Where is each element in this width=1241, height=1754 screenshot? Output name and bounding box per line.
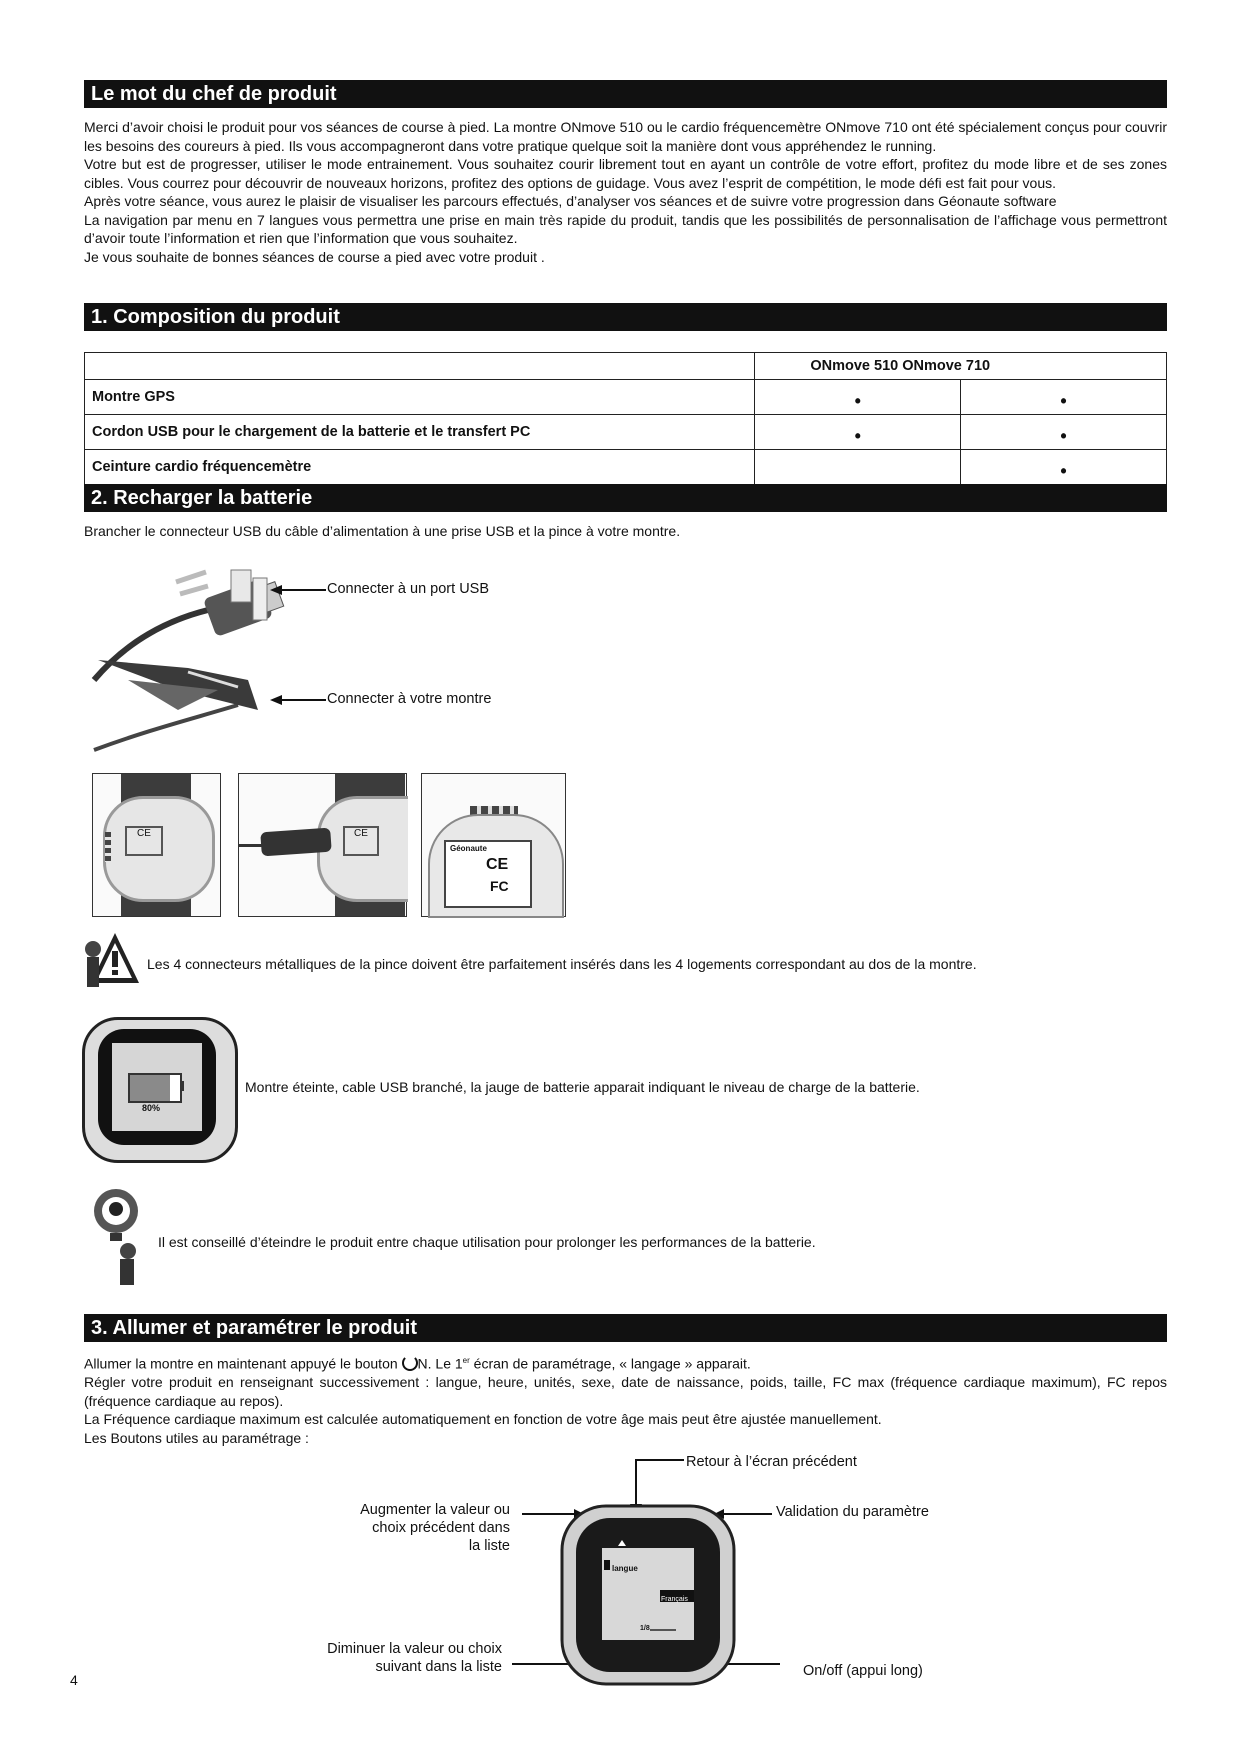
setup-paragraph: Régler votre produit en renseignant successivement : langue, heure, unités, sexe, date de naissance, poids, taille, FC max (fréquence cardiaque maximum), FC repos (fréquence cardiaque au repos). [84,1374,1167,1409]
callout-increase [300,1501,510,1555]
table-cell-label: Ceinture cardio fréquencemètre [85,450,755,485]
setup-line-text: écran de paramétrage, « langage » apparait. [469,1355,751,1372]
watch-sticker-photo [421,773,566,917]
callout-line: Augmenter la valeur ou [360,1502,510,1518]
table-cell [85,353,755,380]
arrow-icon [270,694,330,706]
section-heading-intro: Le mot du chef de produit [84,80,1167,108]
table-cell-label: Cordon USB pour le chargement de la batterie et le transfert PC [85,415,755,450]
callout-decrease [290,1640,502,1676]
table-cell-dot: • [755,380,961,415]
callout-line: choix précédent dans [372,1520,510,1536]
setup-paragraph: Les Boutons utiles au paramétrage : [84,1429,309,1446]
sticker-brand: Géonaute [450,844,487,853]
callout-line: la liste [468,1538,510,1554]
warning-text: Les 4 connecteurs métalliques de la pince doivent être parfaitement insérés dans les 4 logements correspondant au dos de la montre. [147,956,977,972]
table-cell-dot: • [961,450,1167,485]
intro-paragraph: Merci d’avoir choisi le produit pour vos séances de course à pied. La montre ONmove 510 ou le cardio fréquencemètre ONmove 710 ont été spécialement conçus pour couvrir les besoins des coureurs à pied. Ils vous accompagneront dans votre pratique quelque soit la manière dont vous appréhendez le running. [84,119,1167,154]
callout-back: Retour à l’écran précédent [686,1454,857,1470]
label-watch-connect: Connecter à votre montre [327,691,492,707]
table-cell-dot: • [961,380,1167,415]
table-header-models: ONmove 510 ONmove 710 [755,353,1167,380]
watch-clip-photo [238,773,407,917]
warning-icon [83,931,139,989]
watch-buttons-diagram [510,1450,780,1690]
lightbulb-tip-icon [88,1187,146,1287]
callout-validate: Validation du paramètre [776,1504,929,1520]
intro-paragraph: Après votre séance, vous aurez le plaisir de visualiser les parcours effectués, d’analyser vos séances et de suivre votre progression dans Géonaute software [84,193,1057,209]
battery-gauge-text: Montre éteinte, cable USB branché, la jauge de batterie apparait indiquant le niveau de charge de la batterie. [245,1079,920,1095]
callout-onoff: On/off (appui long) [803,1663,923,1679]
screen-page: 1/8 [640,1625,650,1632]
table-header-row [85,353,1167,380]
intro-paragraph: Je vous souhaite de bonnes séances de course a pied avec votre produit . [84,248,545,265]
ce-mark: CE [486,856,509,873]
label-usb-port: Connecter à un port USB [327,581,490,597]
setup-line [84,1352,1167,1373]
ce-mark: CE [343,826,379,856]
table-cell-dot: • [755,415,961,450]
watch-back-photo [92,773,221,917]
battery-percent: 80% [142,1103,161,1113]
fc-mark: FC [490,878,509,894]
section-heading-setup: 3. Allumer et paramétrer le produit [84,1314,1167,1342]
table-cell-label: Montre GPS [85,380,755,415]
table-row [85,450,1167,485]
composition-table [84,352,1167,485]
page-number: 4 [70,1672,78,1688]
table-cell-dot [755,450,961,485]
callout-line: suivant dans la liste [375,1659,502,1675]
intro-paragraph: Votre but est de progresser, utiliser le mode entrainement. Vous souhaitez courir librement tout en ayant un contrôle de votre effort, profitez du mode libre et de ses zones cibles. Vous courrez pour découvrir de nouveaux horizons, profitez des options de guidage. Vous avez l’esprit de compétition, le mode défi est fait pour vous. [84,156,1167,191]
table-row [85,415,1167,450]
intro-paragraph: La navigation par menu en 7 langues vous permettra une prise en main très rapide du produit, tandis que les possibilités de personnalisation de l’affichage vous permettront d’avoir toute l’information et rien que l’information que vous souhaitez. [84,211,1167,246]
setup-line-text: N. Le 1 [417,1355,463,1372]
battery-intro: Brancher le connecteur USB du câble d’alimentation à une prise USB et la pince à votre montre. [84,523,681,539]
superscript: er [462,1356,470,1365]
screen-value: Français [661,1596,688,1603]
intro-text [84,118,1167,266]
section-heading-battery: 2. Recharger la batterie [84,484,1167,512]
table-cell-dot: • [961,415,1167,450]
section-heading-composition: 1. Composition du produit [84,303,1167,331]
power-icon [402,1355,418,1371]
setup-line-text: Allumer la montre en maintenant appuyé le bouton [84,1355,402,1372]
tip-text: Il est conseillé d’éteindre le produit entre chaque utilisation pour prolonger les performances de la batterie. [158,1234,816,1250]
callout-line: Diminuer la valeur ou choix [327,1641,502,1657]
setup-paragraph: La Fréquence cardiaque maximum est calculée automatiquement en fonction de votre âge mais peut être ajustée manuellement. [84,1411,882,1428]
ce-mark: CE [125,826,163,856]
table-row [85,380,1167,415]
screen-title: langue [612,1564,638,1573]
setup-text [84,1352,1167,1447]
watch-battery-gauge [82,1017,235,1160]
arrow-icon [270,584,330,596]
